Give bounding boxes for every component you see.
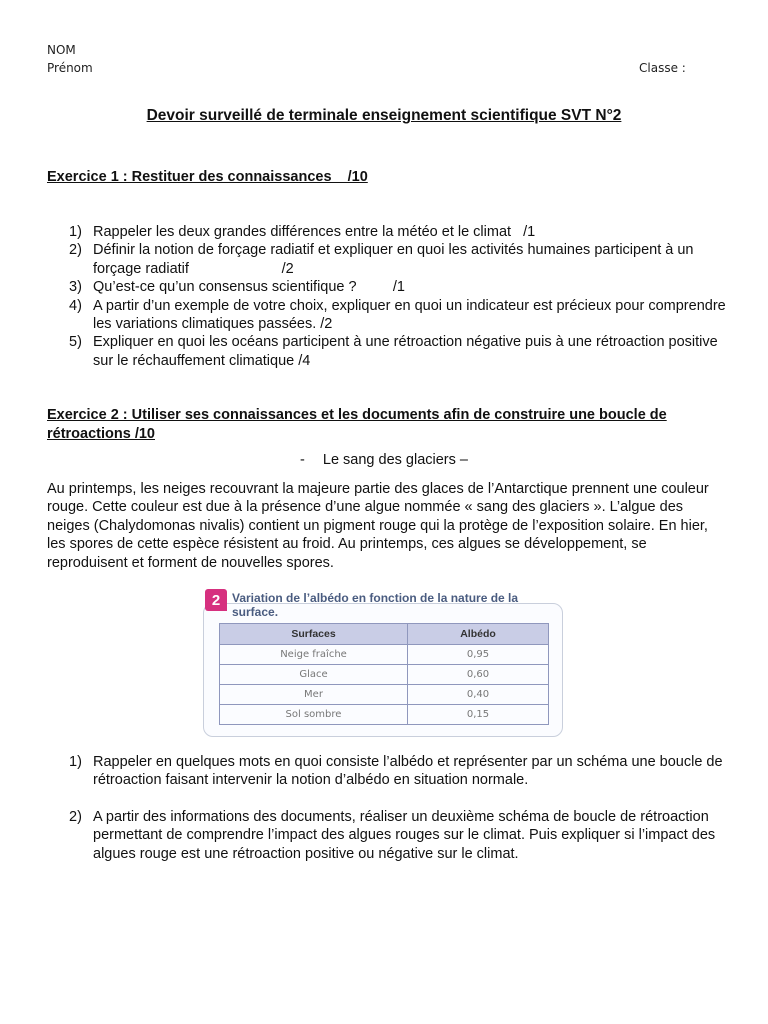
question-number: 5) (69, 334, 82, 351)
figure-title: Variation de l’albédo en fonction de la nature de la surface. (232, 591, 519, 619)
albedo-table (219, 623, 549, 725)
figure-number-badge: 2 (205, 589, 227, 611)
list-item (0, 753, 768, 790)
exercise2-paragraph: Au printemps, les neiges recouvrant la majeure partie des glaces de l’Antarctique prennent une couleur rouge. Cette couleur est due à la présence d’une algue nommée « sang des glaciers ». L’algue des neiges (Chalydomonas nivalis) contient un pigment rouge qui la protège de l’exposition solaire. En hier, les spores de cette espèce résistent au froid. Au printemps, ces algues se développement, se reproduisent et forment de nouvelles spores. (47, 481, 709, 571)
question-text: Rappeler en quelques mots en quoi consiste l’albédo et représenter par un schéma une boucle de rétroaction faisant intervenir la notion d’albédo en situation normale. (93, 754, 723, 789)
surface-cell: Glace (220, 665, 408, 685)
exercise1-heading: Exercice 1 : Restituer des connaissances /10 (47, 169, 368, 185)
prenom-label: Prénom (47, 61, 93, 75)
question-text: A partir d’un exemple de votre choix, expliquer en quoi un indicateur est précieux pour comprendre les variations climatiques passées. /2 (93, 297, 726, 333)
exercise2-subtitle (0, 452, 768, 468)
page-title: Devoir surveillé de terminale enseignement scientifique SVT N°2 (146, 107, 622, 124)
question-number: 4) (69, 297, 82, 314)
exercise2-question-list (0, 753, 768, 863)
subtitle-text: Le sang des glaciers – (322, 452, 468, 468)
question-number: 3) (69, 279, 82, 296)
question-number: 2) (69, 808, 82, 825)
nom-label: NOM (47, 43, 76, 57)
question-text: A partir des informations des documents, réaliser un deuxième schéma de boucle de rétroaction permettant de comprendre l’impact des algues rouges sur le climat. Puis expliquer si l’impact des algues rouge est une rétroaction positive ou négative sur le climat. (93, 808, 716, 862)
question-number: 1) (69, 224, 82, 240)
table-row (220, 685, 549, 705)
list-item (0, 278, 768, 296)
question-text: Définir la notion de forçage radiatif et expliquer en quoi les activités humaines participent à un forçage radiatif /2 (93, 242, 698, 277)
question-number: 1) (69, 754, 82, 770)
albedo-figure (203, 587, 563, 737)
surface-cell: Sol sombre (220, 705, 408, 725)
column-header-surfaces: Surfaces (220, 624, 408, 645)
question-number: 2) (69, 242, 82, 259)
classe-label: Classe : (639, 61, 686, 75)
albedo-cell: 0,60 (408, 665, 549, 685)
table-row (220, 705, 549, 725)
table-header-row (220, 624, 549, 645)
subtitle-dash: - (300, 452, 305, 468)
list-item (0, 333, 768, 370)
list-item (0, 808, 768, 863)
table-row (220, 665, 549, 685)
list-item (0, 297, 768, 334)
surface-cell: Mer (220, 685, 408, 705)
surface-cell: Neige fraîche (220, 645, 408, 665)
question-text: Qu’est-ce qu’un consensus scientifique ? /1 (93, 279, 405, 296)
column-header-albedo: Albédo (408, 624, 549, 645)
albedo-cell: 0,40 (408, 685, 549, 705)
list-item (0, 241, 768, 278)
exercise2-heading: Exercice 2 : Utiliser ses connaissances et les documents afin de construire une boucle de rétroactions /10 (47, 407, 667, 442)
question-text: Expliquer en quoi les océans participent à une rétroaction négative puis à une rétroaction positive sur le réchauffement climatique /4 (93, 334, 718, 369)
albedo-cell: 0,95 (408, 645, 549, 665)
question-text: Rappeler les deux grandes différences entre la météo et le climat /1 (93, 224, 536, 240)
exercise1-question-list (0, 223, 768, 370)
table-row (220, 645, 549, 665)
list-item (0, 223, 768, 241)
albedo-cell: 0,15 (408, 705, 549, 725)
